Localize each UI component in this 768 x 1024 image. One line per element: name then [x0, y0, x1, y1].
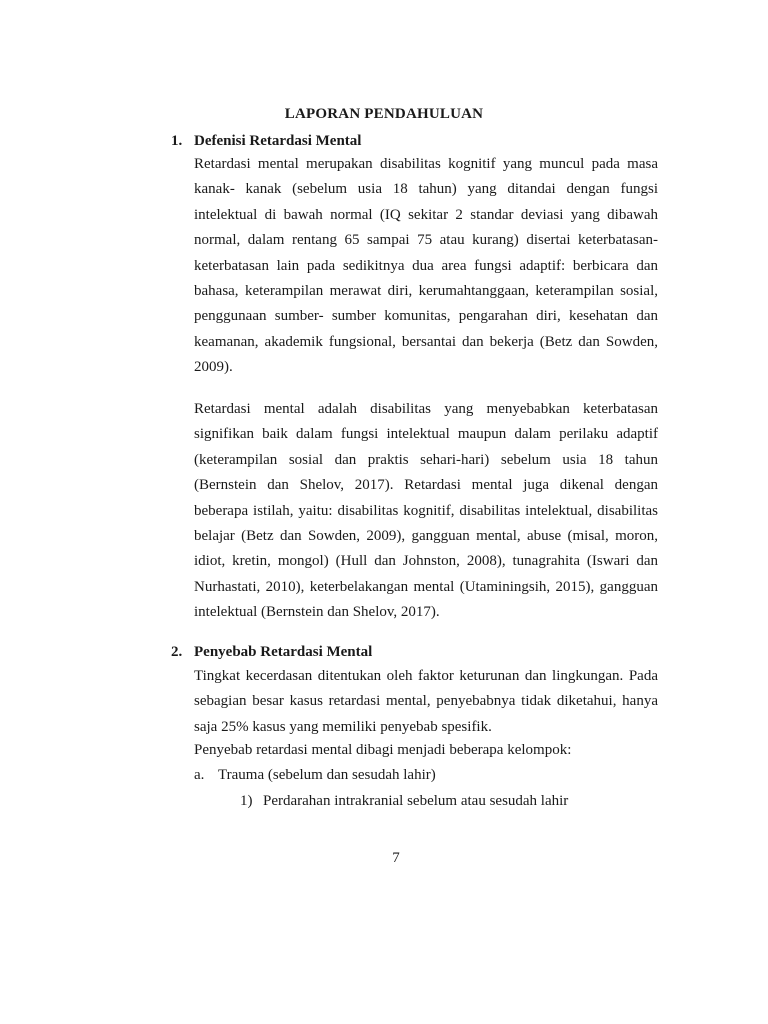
list-a-marker: a. [194, 767, 205, 783]
section-1-number: 1. [171, 133, 183, 149]
section-2-paragraph-2: Penyebab retardasi mental dibagi menjadi beberapa kelompok: [194, 742, 572, 758]
list-1-marker: 1) [240, 793, 253, 809]
section-1-paragraph-1: Retardasi mental merupakan disabilitas kognitif yang muncul pada masa kanak- kanak (sebelum usia 18 tahun) yang ditandai dengan fungsi intelektual di bawah normal (IQ sekitar 2 standar deviasi yang dibawah normal, dalam rentang 65 sampai 75 atau kurang) disertai keterbatasan-keterbatasan lain pada sedikitnya dua area fungsi adaptif: berbicara dan bahasa, keterampilan merawat diri, kerumahtanggaan, keterampilan sosial, penggunaan sumber- sumber komunitas, pengarahan diri, kesehatan dan keamanan, akademik fungsional, bersantai dan bekerja (Betz dan Sowden, 2009). [194, 156, 658, 376]
list-1-text: Perdarahan intrakranial sebelum atau sesudah lahir [263, 793, 569, 809]
section-2-number: 2. [171, 644, 183, 660]
section-2-heading: Penyebab Retardasi Mental [194, 644, 373, 660]
section-1-heading: Defenisi Retardasi Mental [194, 133, 362, 149]
document-title: LAPORAN PENDAHULUAN [284, 106, 484, 122]
page-number: 7 [392, 850, 400, 866]
list-a-text: Trauma (sebelum dan sesudah lahir) [218, 767, 436, 783]
section-1-paragraph-2: Retardasi mental adalah disabilitas yang menyebabkan keterbatasan signifikan baik dalam fungsi intelektual maupun dalam perilaku adaptif (keterampilan sosial dan praktis sehari-hari) sebelum usia 18 tahun (Bernstein dan Shelov, 2017). Retardasi mental juga dikenal dengan beberapa istilah, yaitu: disabilitas kognitif, disabilitas intelektual, disabilitas belajar (Betz dan Sowden, 2009), gangguan mental, abuse (misal, moron, idiot, kretin, mongol) (Hull dan Johnston, 2008), tunagrahita (Iswari dan Nurhastati, 2010), keterbelakangan mental (Utaminingsih, 2015), gangguan intelektual (Bernstein dan Shelov, 2017). [194, 401, 658, 621]
section-2-paragraph-1: Tingkat kecerdasan ditentukan oleh faktor keturunan dan lingkungan. Pada sebagian besar kasus retardasi mental, penyebabnya tidak diketahui, hanya saja 25% kasus yang memiliki penyebab spesifik. [194, 668, 658, 735]
